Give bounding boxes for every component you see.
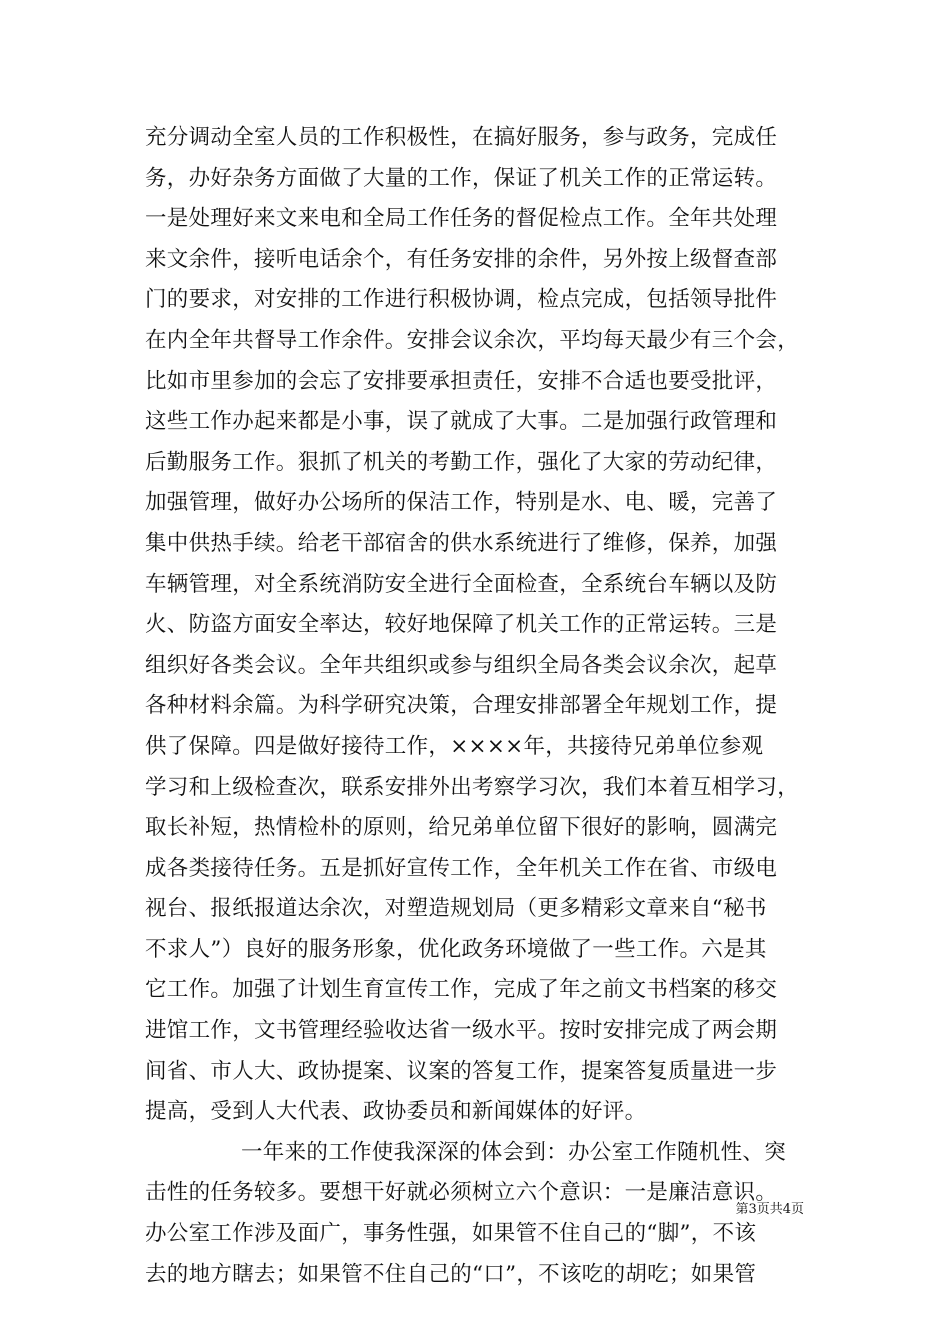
text-line: 火、防盗方面安全率达，较好地保障了机关工作的正常运转。三是: [145, 612, 778, 638]
text-line: 比如市里参加的会忘了安排要承担责任，安排不合适也要受批评，: [145, 368, 778, 394]
text-line: 门的要求，对安排的工作进行积极协调，检点完成，包括领导批件: [145, 287, 778, 313]
text-line: 组织好各类会议。全年共组织或参与组织全局各类会议余次，起草: [145, 652, 778, 678]
text-line: 集中供热手续。给老干部宿舍的供水系统进行了维修，保养，加强: [145, 530, 778, 556]
text-line: 去的地方瞎去；如果管不住自己的“口”，不该吃的胡吃；如果管: [145, 1261, 757, 1287]
paragraph-start-line: 一年来的工作使我深深的体会到：办公室工作随机性、突: [241, 1139, 787, 1165]
text-line: 办公室工作涉及面广，事务性强，如果管不住自己的“脚”，不该: [145, 1221, 757, 1247]
text-line: 加强管理，做好办公场所的保洁工作，特别是水、电、暖，完善了: [145, 490, 778, 516]
text-line: 来文余件，接听电话余个，有任务安排的余件，另外按上级督查部: [145, 246, 778, 272]
text-line: 务，办好杂务方面做了大量的工作，保证了机关工作的正常运转。: [145, 165, 778, 191]
text-line: 视台、报纸报道达余次，对塑造规划局（更多精彩文章来自“秘书: [145, 896, 767, 922]
text-line: 进馆工作，文书管理经验收达省一级水平。按时安排完成了两会期: [145, 1018, 778, 1044]
text-line: 不求人”）良好的服务形象，优化政务环境做了一些工作。六是其: [145, 936, 767, 962]
text-line: 一是处理好来文来电和全局工作任务的督促检点工作。全年共处理: [145, 206, 778, 232]
text-line: 它工作。加强了计划生育宣传工作，完成了年之前文书档案的移交: [145, 977, 778, 1003]
text-line: 后勤服务工作。狠抓了机关的考勤工作，强化了大家的劳动纪律，: [145, 449, 778, 475]
text-line: 取长补短，热情检朴的原则，给兄弟单位留下很好的影响，圆满完: [145, 815, 778, 841]
body-text: [145, 118, 825, 1295]
page-number: 第3页共4页: [735, 1202, 804, 1217]
text-line: 各种材料余篇。为科学研究决策，合理安排部署全年规划工作，提: [145, 693, 778, 719]
text-line: 供了保障。四是做好接待工作，××××年，共接待兄弟单位参观: [145, 733, 764, 759]
text-line: 间省、市人大、政协提案、议案的答复工作，提案答复质量进一步: [145, 1058, 778, 1084]
text-line: 学习和上级检查次，联系安排外出考察学习次，我们本着互相学习，: [145, 774, 800, 800]
text-line: 提高，受到人大代表、政协委员和新闻媒体的好评。: [145, 1099, 647, 1125]
text-line: 在内全年共督导工作余件。安排会议余次，平均每天最少有三个会，: [145, 327, 800, 353]
text-line: 充分调动全室人员的工作积极性，在搞好服务，参与政务，完成任: [145, 125, 778, 150]
text-line: 这些工作办起来都是小事，误了就成了大事。二是加强行政管理和: [145, 409, 778, 435]
text-line: 车辆管理，对全系统消防安全进行全面检查，全系统台车辆以及防: [145, 571, 778, 597]
text-line: 成各类接待任务。五是抓好宣传工作，全年机关工作在省、市级电: [145, 855, 778, 881]
text-line: 击性的任务较多。要想干好就必须树立六个意识：一是廉洁意识。: [145, 1180, 778, 1206]
